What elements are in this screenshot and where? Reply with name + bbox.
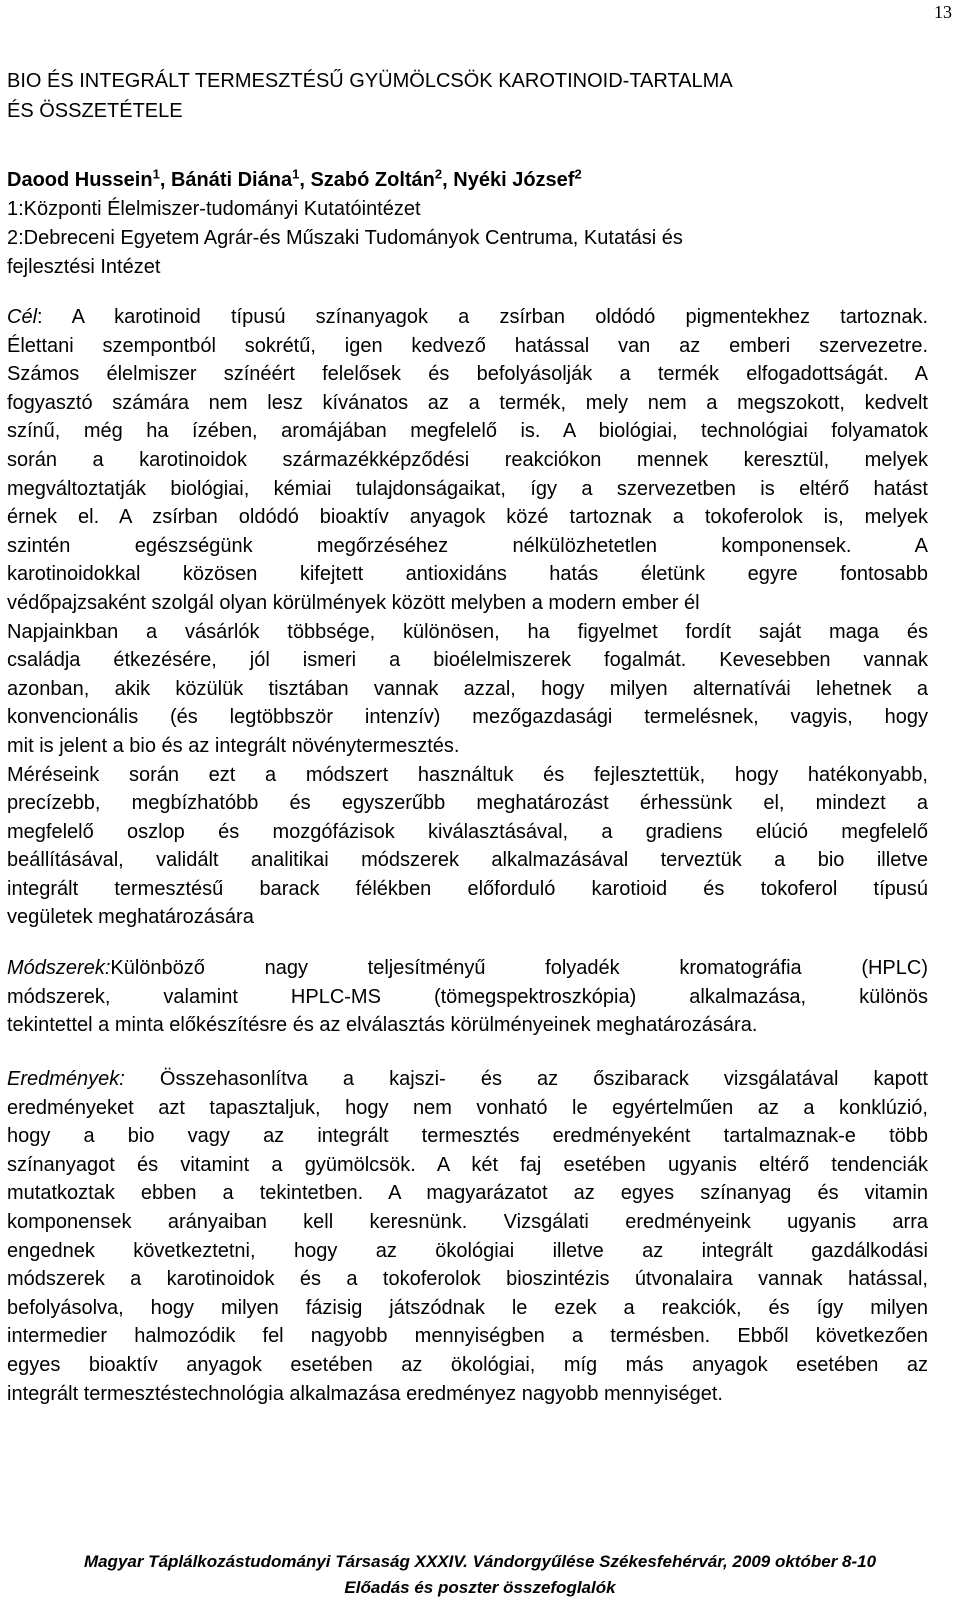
title-line: ÉS ÖSSZETÉTELE: [7, 100, 183, 122]
author-affiliation-mark: 1: [152, 166, 160, 182]
text-line: Élettani szempontból sokrétű, igen kedvező hatással van az emberi szervezetre.: [7, 334, 928, 357]
text-line: precízebb, megbízhatóbb és egyszerűbb meghatározást érhessünk el, mindezt a: [7, 792, 928, 815]
text-line: Cél: A karotinoid típusú színanyagok a zsírban oldódó pigmentekhez tartoznak.: [7, 306, 928, 328]
text-line: intermedier halmozódik fel nagyobb mennyiségben a termésben. Ebből következően: [7, 1325, 928, 1348]
text-line: szintén egészségünk megőrzéséhez nélkülözhetetlen komponensek. A: [7, 534, 928, 557]
text-line: befolyásolva, hogy milyen fázisig játszódnak le ezek a reakciók, és így milyen: [7, 1296, 928, 1319]
title-line: BIO ÉS INTEGRÁLT TERMESZTÉSŰ GYÜMÖLCSÖK KAROTINOID-TARTALMA: [7, 70, 733, 92]
text-line: Módszerek:Különböző nagy teljesítményű folyadék kromatográfia (HPLC): [7, 957, 928, 979]
author-separator: ,: [159, 169, 171, 191]
text-line: konvencionális (és legtöbbször intenzív) mezőgazdasági termelésnek, vagyis, hogy: [7, 706, 928, 729]
author-name: Nyéki József: [453, 169, 575, 191]
affiliation-line: fejlesztési Intézet: [7, 256, 161, 278]
author-separator: ,: [299, 169, 311, 191]
author-affiliation-mark: 1: [292, 166, 300, 182]
text-line: tekintettel a minta előkészítésre és az elválasztás körülményeinek meghatározására.: [7, 1014, 758, 1037]
section-label: Módszerek:: [7, 957, 111, 979]
author-separator: ,: [442, 169, 454, 191]
text-line: Méréseink során ezt a módszert használtuk és fejlesztettük, hogy hatékonyabb,: [7, 763, 928, 786]
footer-conference: Magyar Táplálkozástudományi Társaság XXXIV. Vándorgyűlése Székesfehérvár, 2009 október 8-10: [83, 1552, 877, 1571]
author-name: Szabó Zoltán: [310, 169, 435, 191]
text-line: színanyagot és vitamint a gyümölcsök. A két faj esetében ugyanis eltérő tendenciák: [7, 1153, 928, 1176]
text-line: megfelelő oszlop és mozgófázisok kiválasztásával, a gradiens elúció megfelelő: [7, 820, 928, 843]
page-number: 13: [934, 2, 952, 22]
text-line: módszerek, valamint HPLC-MS (tömegspektroszkópia) alkalmazása, különös: [7, 985, 928, 1008]
text-line: megváltoztatják biológiai, kémiai tulajdonságaikat, így a szervezetben is eltérő hatást: [7, 477, 928, 500]
text-line: Eredmények: Összehasonlítva a kajszi- és az őszibarack vizsgálatával kapott: [7, 1068, 928, 1090]
text-line: Számos élelmiszer színéért felelősek és befolyásolják a termék elfogadottságát. A: [7, 363, 928, 386]
text-line: komponensek arányaiban kell keresnünk. Vizsgálati eredményeink ugyanis arra: [7, 1210, 928, 1233]
section-modszerek: [7, 954, 928, 1040]
section-eredmenyek: [7, 1065, 928, 1408]
section-cel: [7, 303, 928, 932]
text-line: beállításával, validált analitikai módszerek alkalmazásával terveztük a bio illetve: [7, 849, 928, 872]
text-line: érnek el. A zsírban oldódó bioaktív anyagok közé tartoznak a tokoferolok is, melyek: [7, 506, 928, 529]
text-line: hogy a bio vagy az integrált termesztés eredményeként tartalmaznak-e több: [7, 1125, 928, 1148]
text-line: mutatkoztak ebben a tekintetben. A magyarázatot az egyes színanyag és vitamin: [7, 1182, 928, 1205]
author-name: Daood Hussein: [7, 169, 153, 191]
text-line: Napjainkban a vásárlók többsége, különösen, ha figyelmet fordít saját maga és: [7, 620, 928, 643]
paper-title: [7, 66, 927, 126]
text-line: fogyasztó számára nem lesz kívánatos az a termék, mely nem a megszokott, kedvelt: [7, 391, 928, 414]
section-label: Eredmények:: [7, 1068, 125, 1090]
text-line: családja étkezésére, jól ismeri a bioélelmiszerek fogalmát. Kevesebben vannak: [7, 649, 928, 672]
author-name: Bánáti Diána: [170, 169, 293, 191]
text-line: során a karotinoidok származékképződési reakciókon mennek keresztül, melyek: [7, 448, 928, 471]
text-line: integrált termesztésű barack félékben előforduló karotioid és tokoferol típusú: [7, 877, 928, 900]
affiliation-line: 2:Debreceni Egyetem Agrár-és Műszaki Tudományok Centruma, Kutatási és: [7, 227, 683, 249]
text-line: karotinoidokkal közösen kifejtett antioxidáns hatás életünk egyre fontosabb: [7, 563, 928, 586]
text-line: integrált termesztéstechnológia alkalmazása eredményez nagyobb mennyiséget.: [7, 1382, 723, 1405]
text-line: védőpajzsaként szolgál olyan körülmények között melyben a modern ember él: [7, 591, 700, 614]
text-line: azonban, akik közülük tisztában vannak azzal, hogy milyen alternatívái lehetnek a: [7, 677, 928, 700]
text-line: eredményeket azt tapasztaljuk, hogy nem vonható le egyértelműen az a konklúzió,: [7, 1096, 928, 1119]
footer-subtitle: Előadás és poszter összefoglalók: [344, 1578, 616, 1597]
author-list: [7, 166, 582, 195]
author-affiliation-mark: 2: [434, 166, 443, 182]
text-line: színű, még ha ízében, aromájában megfelelő is. A biológiai, technológiai folyamatok: [7, 420, 928, 443]
text-line: mit is jelent a bio és az integrált növénytermesztés.: [7, 734, 460, 757]
text-line: módszerek a karotinoidok és a tokoferolok bioszintézis útvonalaira vannak hatással,: [7, 1268, 928, 1291]
section-label: Cél: [7, 306, 38, 328]
text-line: vegületek meghatározására: [7, 906, 254, 929]
author-affiliation-mark: 2: [574, 166, 582, 182]
text-line: egyes bioaktív anyagok esetében az ökológiai, míg más anyagok esetében az: [7, 1353, 928, 1376]
text-line: engednek következtetni, hogy az ökológiai illetve az integrált gazdálkodási: [7, 1239, 928, 1262]
affiliation-line: 1:Központi Élelmiszer-tudományi Kutatóintézet: [7, 198, 421, 220]
